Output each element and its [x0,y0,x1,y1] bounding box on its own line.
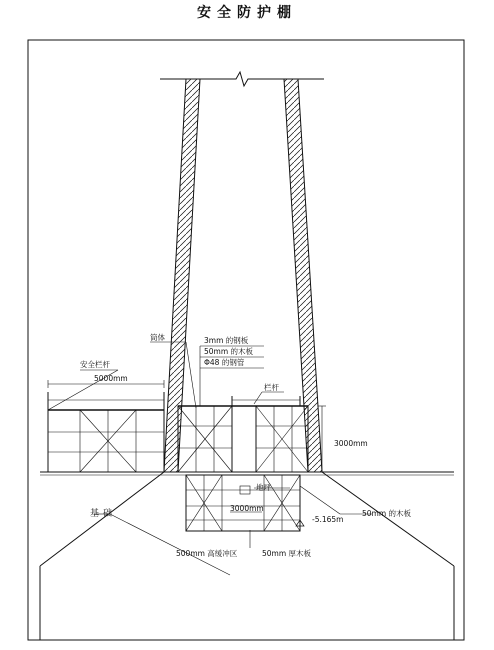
width-dimension-label: 5000mm [94,374,128,383]
wood-plank-top-label: 50mm 的木板 [204,347,254,356]
safety-railing-label: 安全栏杆 [80,360,110,369]
wood-plank-right-label: 50mm 的木板 [362,509,412,518]
height-dimension-label: 3000mm [334,439,368,448]
elevation-label: -5.165m [312,515,344,524]
chimney-wall-left [164,79,200,472]
foundation [40,472,454,640]
chimney-body-label: 筒体 [150,333,165,342]
central-shed [178,396,308,472]
buffer-zone-label: 500mm 高缓冲区 [176,549,238,558]
thick-plank-label: 50mm 厚木板 [262,549,312,558]
left-scaffold [48,392,164,472]
steel-pipe-label: Φ48 的钢管 [204,358,245,367]
chimney-wall-right [284,79,322,472]
rail-label: 栏杆 [264,383,279,392]
break-line [160,72,324,86]
foundation-label: 基础 [90,509,117,519]
steel-plate-label: 3mm 的钢板 [204,336,249,345]
page-title: 安全防护棚 [197,5,297,21]
pit-structure [186,475,300,531]
ground-level-label: 地坪 [256,483,271,492]
pit-dimension-label: 3000mm [230,504,264,513]
